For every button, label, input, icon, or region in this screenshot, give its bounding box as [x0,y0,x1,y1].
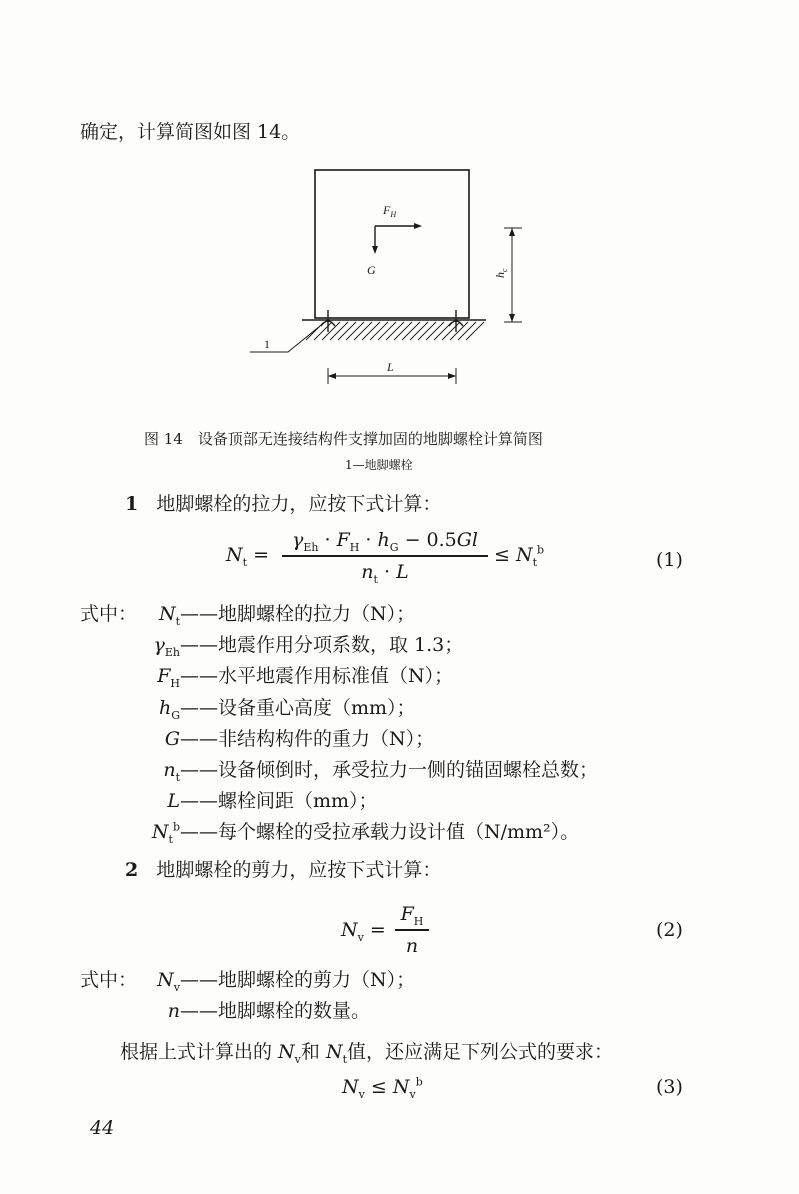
where-symbol: $N_t$ [158,603,180,628]
where-description: ——水平地震作用标准值（N）； [180,665,454,688]
length-label: L [387,360,394,374]
eq1-denominator: $n_t \cdot L$ [361,560,409,586]
eq1-rhs: ≤ $N_t^b$ [494,543,545,569]
where-item [140,602,415,626]
eq1-lhs: $N_t$ = [226,544,270,569]
figure-caption: 图 14 设备顶部无连接结构件支撑加固的地脚螺栓计算简图 [144,430,543,448]
where-symbol: $N_t^b$ [151,821,180,847]
where-item [140,664,454,691]
eq2-lhs: $N_v$ = [341,919,386,944]
where-symbol: $\gamma_{Eh}$ [153,634,180,659]
where-item [140,727,434,751]
where-description: ——设备倾倒时，承受拉力一侧的锚固螺栓总数； [180,759,599,781]
equipment-frame [315,170,469,318]
where-item [140,696,416,720]
where-item [140,758,598,782]
where2-prefix: 式中： [80,969,138,991]
where-symbol: n [167,1000,180,1022]
where-description: ——地震作用分项系数，取 1.3； [180,634,464,657]
eq3: $N_v \le N_v^b$ [342,1075,423,1101]
where-symbol: $n_t$ [163,759,180,784]
where-symbol: $N_v$ [157,969,180,994]
eq1-number: (1) [656,549,683,571]
weight-label: G [367,263,376,277]
where-description: ——地脚螺栓的拉力（N）； [180,603,416,625]
figure-legend: 1—地脚螺栓 [345,458,413,472]
intro-line: 确定，计算简图如图 14。 [80,121,301,143]
where-item [140,820,580,847]
eq2-fraction: $F_H$ n [395,902,429,958]
where-item [140,968,415,992]
where-symbol: G [164,727,180,750]
where-description: ——每个螺栓的受拉承载力设计值（N/mm²）。 [180,821,580,844]
section-2-heading: 2 地脚螺栓的剪力，应按下式计算： [125,859,442,881]
where-description: ——非结构构件的重力（N）； [180,727,435,750]
figure-14-diagram [240,160,540,390]
page-number: 44 [90,1117,115,1139]
where-description: ——设备重心高度（mm）； [180,696,416,719]
ground-hatching [306,322,484,340]
where-item [140,789,378,813]
where-item [140,999,370,1023]
force-label: $F_H$ [383,203,397,219]
eq2-number: (2) [656,919,683,941]
where-description: ——地脚螺栓的剪力（N）； [180,969,416,991]
where1-prefix: 式中： [80,603,138,625]
callout-leader [250,326,320,352]
callout-label: 1 [264,337,270,351]
where-symbol: $h_G$ [158,696,180,722]
where-symbol: $F_H$ [157,665,180,691]
height-label: $h_c$ [493,268,509,278]
where-item [140,633,463,657]
where-description: ——螺栓间距（mm）； [180,790,378,813]
where-symbol: L [167,790,180,813]
eq3-number: (3) [656,1076,683,1098]
section-1-heading: 1 地脚螺栓的拉力，应按下式计算： [125,493,442,515]
where-description: ——地脚螺栓的数量。 [180,1000,371,1022]
eq1-numerator: $\gamma_{Eh} \cdot F_H \cdot h_G - 0.5Gl$ [291,529,479,554]
closing-line: 根据上式计算出的 $N_v$和 $N_t$值，还应满足下列公式的要求： [120,1041,613,1066]
eq1-fraction [282,528,488,584]
